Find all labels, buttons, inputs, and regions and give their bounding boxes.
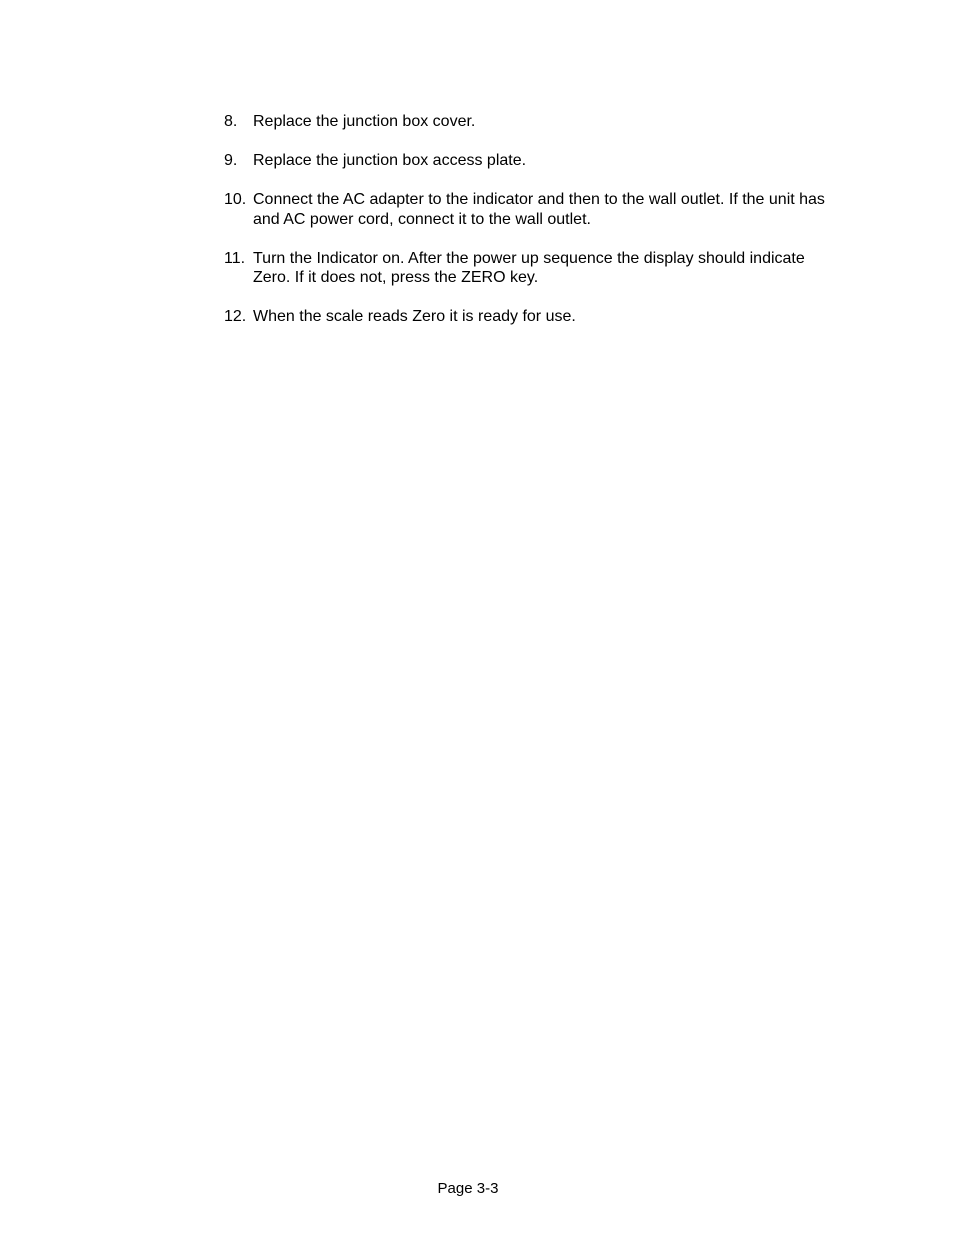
step-number: 10. (224, 191, 247, 208)
step-text: Connect the AC adapter to the indicator and then to the wall outlet. If the unit has and AC power cord, connect it to the wall outlet. (253, 191, 825, 228)
step-text: When the scale reads Zero it is ready for use. (253, 308, 576, 325)
list-item (224, 151, 844, 171)
list-item (224, 249, 844, 288)
step-number: 12. (224, 308, 247, 325)
step-number: 8. (224, 113, 238, 130)
instruction-list (224, 112, 844, 346)
step-number: 11. (224, 249, 246, 267)
step-text: Turn the Indicator on. After the power up sequence the display should indicate Zero. If it does not, press the ZERO key. (253, 249, 805, 286)
list-item (224, 112, 844, 132)
list-item (224, 190, 844, 229)
page-footer (0, 1179, 936, 1198)
page-number: Page 3-3 (437, 1180, 499, 1197)
step-text: Replace the junction box cover. (253, 113, 476, 130)
list-item (224, 307, 844, 327)
step-text: Replace the junction box access plate. (253, 152, 527, 169)
step-number: 9. (224, 152, 238, 169)
